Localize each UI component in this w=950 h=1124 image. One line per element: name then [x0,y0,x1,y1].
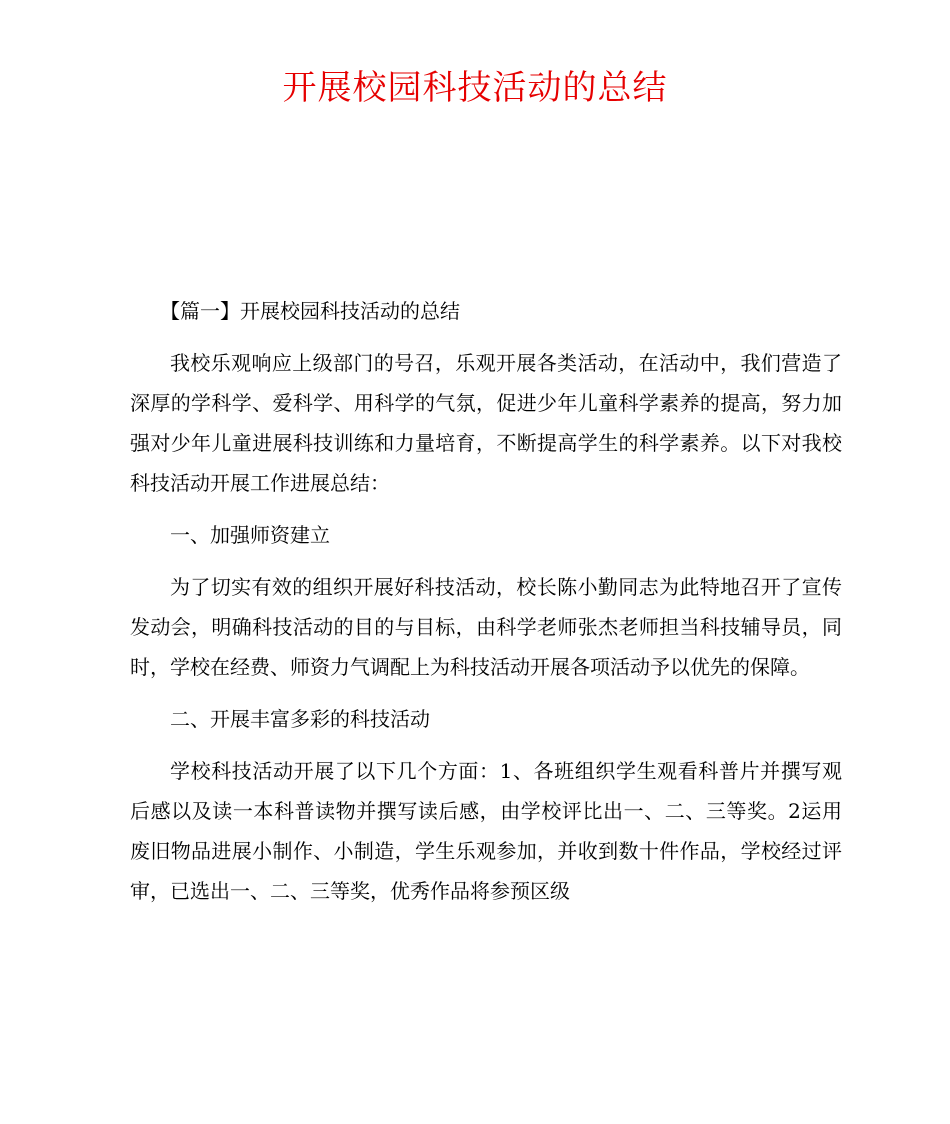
section-1-paragraph: 为了切实有效的组织开展好科技活动，校长陈小勤同志为此特地召开了宣传发动会，明确科技活动的目的与目标，由科学老师张杰老师担当科技辅导员，同时，学校在经费、师资力气调配上为科技活动开展各项活动予以优先的保障。 [130,575,842,679]
section-heading-1: 一、加强师资建立 [170,523,330,547]
section-2-paragraph: 学校科技活动开展了以下几个方面：1、各班组织学生观看科普片并撰写观后感以及读一本科普读物并撰写读后感，由学校评比出一、二、三等奖。2运用废旧物品进展小制作、小制造，学生乐观参加，并收到数十件作品，学校经过评审，已选出一、二、三等奖，优秀作品将参预区级 [130,759,842,903]
document-body [130,291,842,923]
document-title: 开展校园科技活动的总结 [282,68,668,108]
section-heading-2: 二、开展丰富多彩的科技活动 [170,707,430,731]
section-subtitle: 【篇一】开展校园科技活动的总结 [160,299,460,323]
intro-paragraph: 我校乐观响应上级部门的号召，乐观开展各类活动，在活动中，我们营造了深厚的学科学、爱科学、用科学的气氛，促进少年儿童科学素养的提高，努力加强对少年儿童进展科技训练和力量培育，不断提高学生的科学素养。以下对我校科技活动开展工作进展总结： [130,351,842,495]
